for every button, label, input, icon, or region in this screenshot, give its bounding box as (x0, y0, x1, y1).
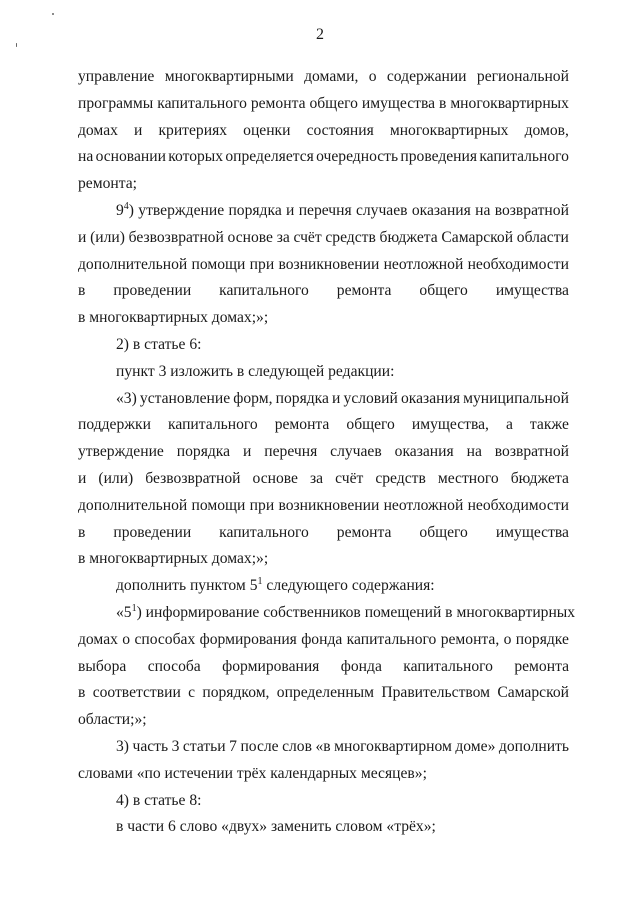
text-line (78, 91, 569, 118)
word: оказания (394, 443, 454, 461)
word: бюджета (379, 228, 438, 246)
word: определенным (276, 684, 375, 702)
text-line: в части 6 слово «двух» заменить словом «трёх»; (116, 818, 436, 836)
text-line: ремонта; (78, 175, 137, 193)
word: которых (168, 148, 224, 166)
text-line (78, 118, 569, 145)
word: установление (139, 389, 231, 407)
word: проведении (113, 282, 192, 300)
word: капитального (168, 416, 258, 434)
word: капитального (403, 657, 493, 675)
word: и (78, 228, 87, 246)
word: капитального (479, 148, 569, 166)
text-line (78, 734, 569, 761)
text-line: области;»; (78, 711, 147, 729)
word: домах (78, 121, 118, 139)
text-line (78, 680, 569, 707)
word: на (475, 201, 491, 219)
word: дополнительной (78, 496, 188, 514)
scan-speck (52, 13, 54, 15)
word: и (286, 201, 295, 219)
word: перечня (264, 443, 318, 461)
word: 3 (171, 737, 180, 755)
word: многоквартирных (389, 121, 509, 139)
text-line: «$5^1$) информирование собственников помещений в многоквартирных (116, 602, 576, 621)
text-line (78, 654, 569, 681)
word: о (122, 630, 131, 648)
text-line: 4) в статье 8: (116, 791, 202, 809)
word: счёт (335, 469, 364, 487)
text-line (78, 520, 569, 547)
word: состояния (306, 121, 374, 139)
word: Самарской (441, 228, 514, 246)
text-line (78, 64, 569, 91)
word: на (78, 148, 94, 166)
word: основе (252, 469, 298, 487)
word: возникновении (278, 255, 380, 273)
word: основе (227, 228, 273, 246)
text-line (78, 386, 569, 413)
word: безвозвратной (145, 469, 241, 487)
word: о (503, 630, 512, 648)
word: средств (375, 469, 426, 487)
word: а (505, 416, 513, 434)
word: ремонта (336, 282, 392, 300)
word: дополнить (498, 737, 569, 755)
word: ремонта (274, 416, 330, 434)
word: капитального (157, 94, 247, 112)
word: за (310, 469, 324, 487)
text-line (78, 493, 569, 520)
word: в (78, 282, 86, 300)
text-line: дополнить пунктом $5^1$ следующего содержания: (116, 576, 435, 595)
word: способах (134, 630, 196, 648)
word: имущества, (411, 416, 489, 434)
word: основании (95, 148, 166, 166)
text-line (78, 225, 569, 252)
word: дополнительной (78, 255, 188, 273)
word: Правительством (381, 684, 491, 702)
word: капитального (346, 630, 437, 648)
word: в (78, 684, 86, 702)
word: помощи (191, 496, 246, 514)
text-line: в многоквартирных домах;»; (78, 309, 269, 327)
text-line: пункт 3 изложить в следующей редакции: (116, 362, 395, 380)
word: местного (437, 469, 499, 487)
word: оценки (243, 121, 291, 139)
page-number: 2 (316, 26, 324, 43)
word: «3) (116, 389, 137, 407)
word: случаев (330, 443, 382, 461)
word: порядком, (202, 684, 270, 702)
word: статьи (182, 737, 226, 755)
word: слов (282, 737, 312, 755)
word: имущества (495, 282, 569, 300)
word: и (332, 389, 341, 407)
word: порядка (176, 443, 231, 461)
word: порядка (275, 389, 329, 407)
text-line: словами «по истечении трёх календарных месяцев»; (78, 764, 427, 782)
word: имущества (361, 94, 436, 112)
word: порядке (515, 630, 569, 648)
word: выбора (78, 657, 127, 675)
word: способа (147, 657, 201, 675)
text-line (78, 278, 569, 305)
word: в (438, 94, 447, 112)
word: неотложной (383, 255, 464, 273)
text-line: 2) в статье 6: (116, 335, 202, 353)
word: и (134, 121, 143, 139)
word: условий (343, 389, 398, 407)
word: возвратной (494, 443, 569, 461)
word: проведении (113, 523, 192, 541)
text-line (78, 439, 569, 466)
text-line (78, 198, 569, 225)
word: (или) (90, 228, 125, 246)
word: оказания (411, 201, 471, 219)
text-line (78, 466, 569, 493)
word: неотложной (383, 496, 464, 514)
text-line (78, 252, 569, 279)
word: общего (419, 282, 468, 300)
word: фонда (301, 630, 343, 648)
word: общего (346, 416, 395, 434)
word: очередность (316, 148, 399, 166)
word: фонда (340, 657, 382, 675)
word: многоквартирном (334, 737, 452, 755)
word: управление (78, 68, 155, 85)
word: ремонта (250, 94, 306, 112)
word: формирования (222, 657, 320, 675)
word: на (466, 443, 482, 461)
word: с (188, 684, 196, 702)
word: проведения (400, 148, 478, 166)
word: ремонта (514, 657, 569, 675)
word: домами, (304, 68, 359, 85)
word: и (243, 443, 252, 461)
word: поддержки (78, 416, 151, 434)
text-line (78, 412, 569, 439)
word: общего (309, 94, 358, 112)
word: перечня (298, 201, 352, 219)
word: капитального (219, 282, 309, 300)
word: помощи (191, 255, 246, 273)
word: за (276, 228, 290, 246)
word: оказания (400, 389, 460, 407)
word: счёт (293, 228, 322, 246)
document-body (78, 64, 576, 841)
word: ремонта, (440, 630, 500, 648)
word: утверждение (78, 443, 164, 461)
word: многоквартирными (164, 68, 294, 85)
word: домах (78, 630, 118, 648)
word: порядка (228, 201, 282, 219)
item-9-start: $9^4$) (116, 200, 134, 219)
word: программы (78, 94, 154, 112)
word: капитального (219, 523, 309, 541)
text-line: в многоквартирных домах;»; (78, 550, 269, 568)
word: муниципальной (463, 389, 569, 407)
word: форм, (233, 389, 273, 407)
word: «в (315, 737, 331, 755)
word: домов, (524, 121, 569, 139)
word: 7 (229, 737, 237, 755)
word: области (516, 228, 569, 246)
word: общего (419, 523, 468, 541)
word: случаев (355, 201, 408, 219)
word: критериях (158, 121, 228, 139)
word: средств (325, 228, 376, 246)
word: доме» (455, 737, 496, 755)
word: бюджета (510, 469, 569, 487)
text-line (78, 627, 569, 654)
word: Самарской (497, 684, 569, 702)
word: возникновении (278, 496, 380, 514)
word: соответствии (92, 684, 181, 702)
word: при (249, 255, 275, 273)
word: после (240, 737, 279, 755)
word: ремонта (336, 523, 392, 541)
word: также (529, 416, 569, 434)
word: и (78, 469, 87, 487)
word: 3) (116, 737, 129, 755)
word: формирования (199, 630, 297, 648)
word: утверждение (138, 201, 225, 219)
word: необходимости (467, 255, 569, 273)
word: часть (132, 737, 169, 755)
word: региональной (476, 68, 569, 85)
word: необходимости (467, 496, 569, 514)
word: возвратной (494, 201, 569, 219)
word: о (368, 68, 377, 85)
word: в (78, 523, 86, 541)
word: при (249, 496, 275, 514)
word: имущества (495, 523, 569, 541)
word: содержании (386, 68, 467, 85)
word: (или) (98, 469, 134, 487)
text-line (78, 144, 569, 171)
word: безвозвратной (128, 228, 224, 246)
word: определяется (225, 148, 314, 166)
word: многоквартирных (450, 94, 569, 112)
